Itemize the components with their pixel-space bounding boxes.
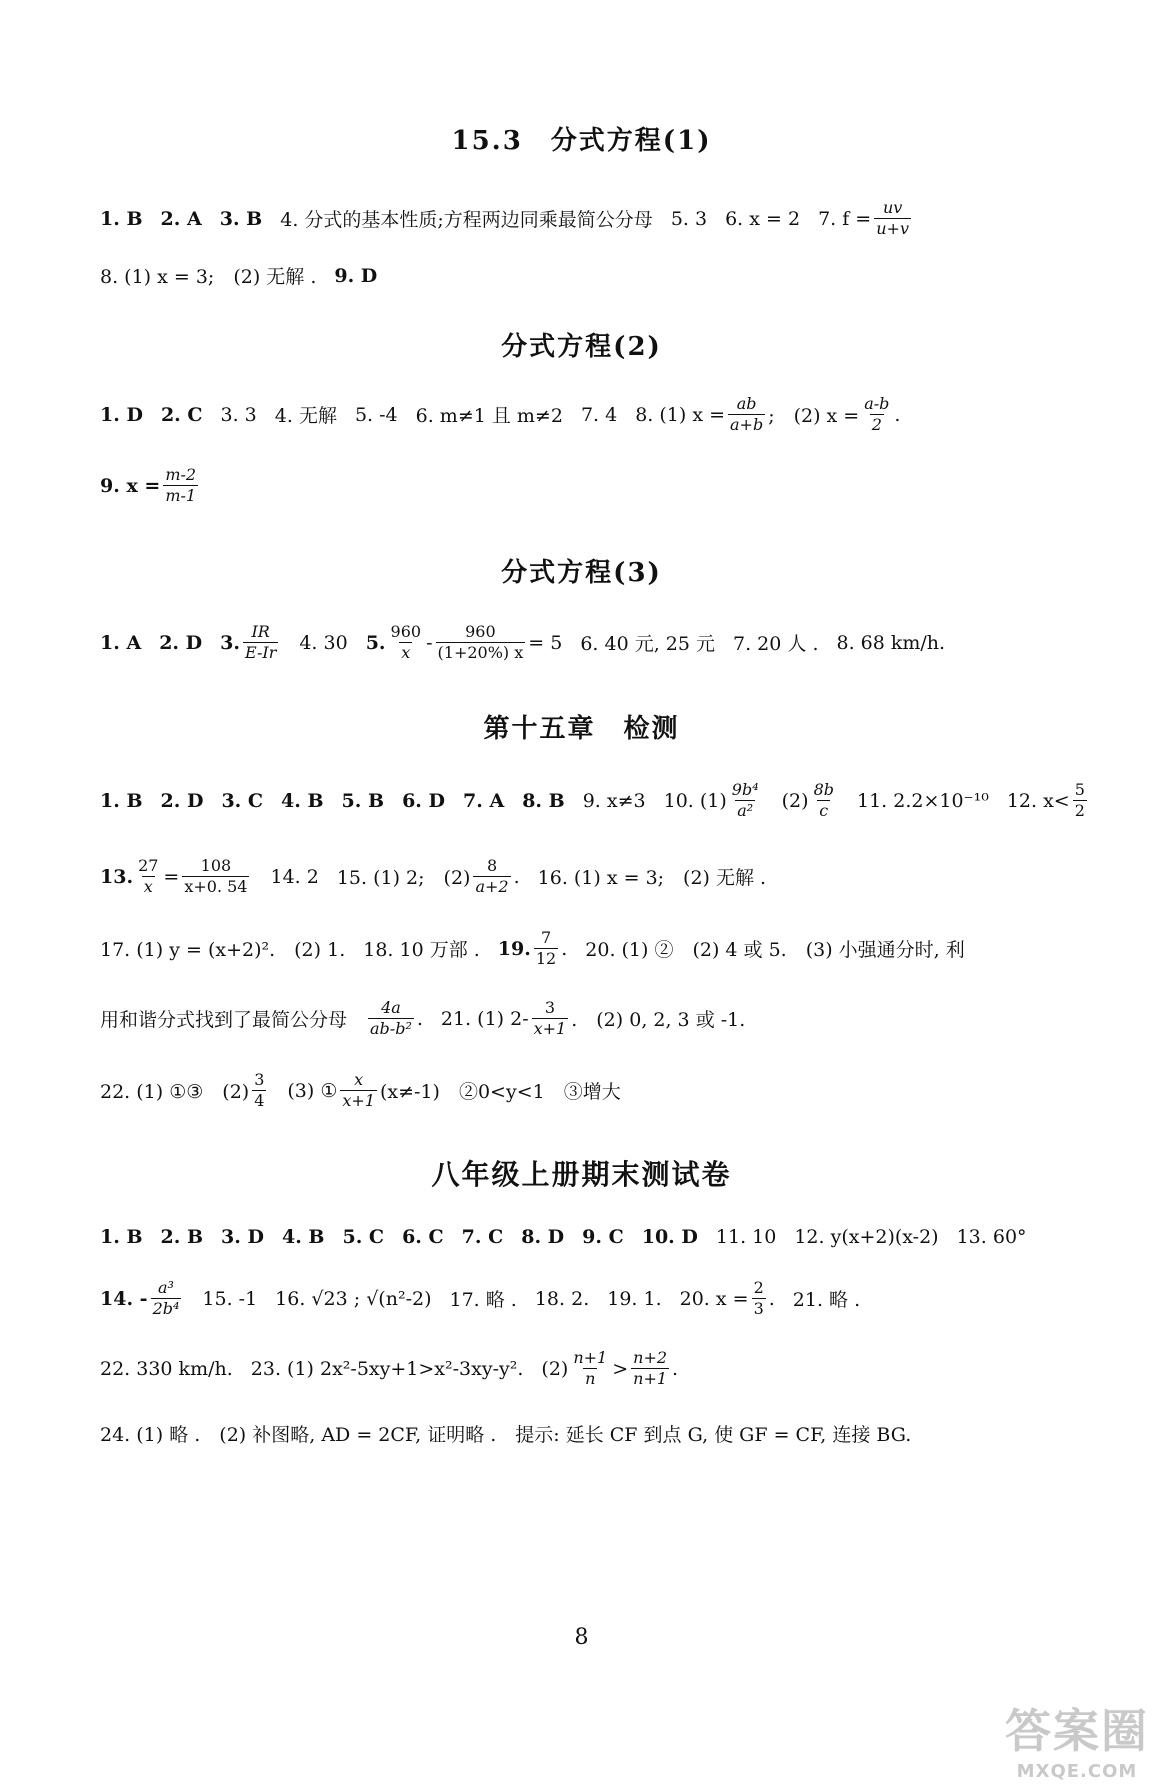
answer-line <box>100 262 377 289</box>
answer-item: 1. B <box>100 1226 143 1248</box>
numerator: 3 <box>254 1070 265 1089</box>
answer-item: 7. 4 <box>580 403 618 426</box>
answer-line <box>100 1070 621 1111</box>
answer-item: . <box>513 865 520 888</box>
answer-item: 19. 1. <box>607 1287 662 1310</box>
denominator: E-Ir <box>244 643 277 662</box>
fraction <box>730 780 761 821</box>
answer-item: 11. 10 <box>715 1226 777 1248</box>
fraction <box>532 998 569 1039</box>
numerator: a-b <box>864 394 890 413</box>
answer-item: 1. A <box>100 631 142 654</box>
answer-line <box>100 780 1090 821</box>
numerator: 108 <box>200 856 232 875</box>
watermark-logo <box>1005 1695 1149 1782</box>
equals-sign: = <box>163 865 180 888</box>
section-title-chapter-15-test: 第十五章 检测 <box>483 714 680 744</box>
answer-item: . <box>416 1007 423 1030</box>
numerator: 960 <box>390 622 422 641</box>
numerator: 960 <box>465 622 496 641</box>
answer-item: 8. (1) x = <box>635 403 725 426</box>
answer-item: ; (2) x = <box>768 405 860 427</box>
answer-line <box>100 465 201 506</box>
fraction <box>534 928 558 969</box>
fraction <box>571 1348 609 1389</box>
denominator: 3 <box>753 1299 764 1318</box>
denominator: n+1 <box>633 1369 668 1388</box>
answer-item: 10. D <box>641 1226 698 1248</box>
denominator: m-1 <box>165 486 197 505</box>
answer-item: . (2) 0, 2, 3 或 -1. <box>571 1009 746 1031</box>
minus-sign: - <box>426 631 433 654</box>
numerator: 8b <box>813 780 834 799</box>
denominator: (1+20%) x <box>437 643 524 662</box>
denominator: a² <box>737 801 754 820</box>
section-title-2: 分式方程(2) <box>501 332 662 362</box>
answer-item: 5. 3 <box>670 207 708 230</box>
denominator: 4 <box>254 1091 265 1110</box>
answer-item: 5. C <box>342 1226 385 1248</box>
greater-than-sign: > <box>612 1357 629 1380</box>
answer-item: 20. x = <box>679 1287 749 1310</box>
answer-item: 3. <box>220 631 240 654</box>
answer-item: 2. A <box>160 207 202 230</box>
fraction <box>163 465 198 506</box>
answer-line <box>100 622 945 663</box>
section-title-final-exam: 八年级上册期末测试卷 <box>431 1158 732 1191</box>
fraction <box>874 198 911 239</box>
numerator: a³ <box>158 1278 174 1297</box>
answer-item: 22. (1) ①③ (2) <box>100 1081 250 1103</box>
answer-item: (3) ① <box>287 1079 338 1102</box>
answer-item: 5. <box>365 631 386 654</box>
denominator: x+0. 54 <box>184 877 248 896</box>
numerator: uv <box>882 198 903 217</box>
answer-item: = 5 <box>528 631 563 654</box>
numerator: IR <box>251 622 270 641</box>
answer-item: 2. B <box>160 1226 204 1248</box>
denominator: 2 <box>871 415 882 434</box>
answer-item: 7. f = <box>818 207 872 230</box>
section-title-15-3: 15.3 分式方程(1) <box>451 126 712 156</box>
answer-item: 1. D <box>100 403 143 426</box>
answer-item: 6. x = 2 <box>725 207 801 230</box>
answer-line <box>100 1420 911 1447</box>
watermark-url: MXQE.COM <box>1016 1761 1138 1782</box>
answer-item: 4. B <box>281 1226 325 1248</box>
answer-item: (x≠-1) ②0<y<1 ③增大 <box>380 1081 621 1103</box>
answer-item: 14. 2 <box>270 865 319 888</box>
denominator: c <box>819 801 829 820</box>
answer-item: 6. 40 元, 25 元 <box>580 633 716 655</box>
fraction <box>436 622 526 663</box>
answer-item: 21. (1) 2- <box>440 1007 529 1030</box>
answer-item: 18. 10 万部 . <box>363 939 480 961</box>
answer-item: . <box>672 1357 679 1380</box>
fraction <box>182 856 249 897</box>
fraction <box>151 1278 182 1319</box>
answer-item: . <box>768 1287 775 1310</box>
denominator: x+1 <box>342 1091 375 1110</box>
fraction <box>252 1070 266 1111</box>
fraction <box>340 1070 377 1111</box>
answer-item: 3. B <box>219 207 263 230</box>
watermark-title: 答案圈 <box>1005 1704 1149 1758</box>
page-number: 8 <box>574 1625 589 1650</box>
denominator: u+v <box>876 219 909 238</box>
fraction <box>631 1348 669 1389</box>
answer-item: 4. 无解 <box>274 405 337 427</box>
answer-item: 19. <box>497 937 531 960</box>
answer-item: 6. D <box>402 789 445 812</box>
answer-item: 8. B <box>522 789 565 812</box>
answer-item: 14. - <box>100 1287 148 1310</box>
answer-item: 9. D <box>334 264 378 287</box>
numerator: 9b⁴ <box>731 780 759 799</box>
answer-item: 11. 2.2×10⁻¹⁰ <box>856 789 989 812</box>
answer-item: 8. 68 km/h. <box>836 631 946 654</box>
answer-item: 12. x< <box>1006 789 1070 812</box>
answer-item: 7. 20 人 . <box>733 633 819 655</box>
answer-item: 6. C <box>402 1226 444 1248</box>
answer-item: 1. B <box>100 207 143 230</box>
answer-item: 6. m≠1 且 m≠2 <box>415 405 563 427</box>
numerator: n+2 <box>633 1348 668 1367</box>
numerator: 2 <box>753 1278 764 1297</box>
answer-item: 15. -1 <box>202 1287 258 1310</box>
answer-item: . <box>561 937 568 960</box>
answer-item: 5. -4 <box>354 403 398 426</box>
numerator: m-2 <box>165 465 197 484</box>
answer-item: 用和谐分式找到了最简公分母 <box>100 1009 348 1031</box>
answer-item: 9. C <box>582 1226 624 1248</box>
answer-line <box>100 1348 678 1389</box>
denominator: ab-b² <box>370 1019 412 1038</box>
fraction <box>389 622 424 663</box>
denominator: x+1 <box>533 1019 567 1038</box>
answer-item: 24. (1) 略 . (2) 补图略, AD = 2CF, 证明略 . 提示: 延长 CF 到点 G, 使 GF = CF, 连接 BG. <box>100 1424 912 1446</box>
fraction <box>1073 780 1087 821</box>
answer-item: 4. B <box>281 789 324 812</box>
numerator: 4a <box>381 998 401 1017</box>
numerator: 5 <box>1074 780 1085 799</box>
answer-line <box>100 856 766 897</box>
answer-item: 8. (1) x = 3; (2) 无解 . <box>100 266 317 288</box>
answer-item: 13. <box>100 865 134 888</box>
denominator: 2 <box>1074 801 1085 820</box>
answer-item: 15. (1) 2; (2) <box>336 867 471 889</box>
answer-line <box>100 928 965 969</box>
answer-item: 16. √23 ; √(n²-2) <box>275 1287 432 1310</box>
answer-item: 7. A <box>463 789 505 812</box>
answer-item: . <box>894 403 901 426</box>
answer-item: 3. C <box>221 789 264 812</box>
answer-item: 3. D <box>221 1226 264 1248</box>
fraction <box>728 394 765 435</box>
answer-line <box>100 1278 860 1319</box>
numerator: 27 <box>138 856 159 875</box>
answer-item: 18. 2. <box>534 1287 590 1310</box>
fraction <box>136 856 160 897</box>
answer-item: 7. C <box>461 1226 504 1248</box>
denominator: x <box>401 643 411 662</box>
answer-item: 4. 30 <box>299 631 348 654</box>
answer-item: 17. (1) y = (x+2)². (2) 1. <box>100 939 346 961</box>
numerator: 7 <box>540 928 552 947</box>
fraction <box>752 1278 766 1319</box>
fraction <box>368 998 414 1039</box>
answer-line <box>100 198 914 239</box>
numerator: n+1 <box>573 1348 608 1367</box>
answer-item: 12. y(x+2)(x-2) <box>794 1226 939 1248</box>
section-title-3: 分式方程(3) <box>501 558 662 588</box>
fraction <box>812 780 836 821</box>
numerator: 8 <box>486 856 498 875</box>
answer-line <box>100 394 900 435</box>
answer-item: 1. B <box>100 789 143 812</box>
denominator: 2b⁴ <box>152 1299 180 1318</box>
answer-item: 20. (1) ② (2) 4 或 5. (3) 小强通分时, 利 <box>585 939 965 961</box>
fraction <box>473 856 510 897</box>
answer-item: 9. x = <box>100 474 161 497</box>
answer-item: 16. (1) x = 3; (2) 无解 . <box>537 867 767 889</box>
numerator: 3 <box>544 998 556 1017</box>
answer-item: 5. B <box>341 789 385 812</box>
denominator: a+b <box>730 415 764 434</box>
answer-item: (2) <box>781 789 809 812</box>
answer-item: 9. x≠3 <box>582 789 646 812</box>
answer-item: 4. 分式的基本性质;方程两边同乘最简公分母 <box>280 209 653 231</box>
answer-item: 3. 3 <box>220 403 257 426</box>
answer-item: 8. D <box>521 1226 565 1248</box>
answer-line <box>100 998 745 1039</box>
numerator: x <box>354 1070 364 1089</box>
answer-item: (2) <box>541 1357 569 1380</box>
answer-item: 10. (1) <box>663 789 727 812</box>
fraction <box>862 394 891 435</box>
answer-item: 23. (1) 2x²-5xy+1>x²-3xy-y². <box>250 1357 524 1380</box>
answer-item: 2. D <box>160 789 204 812</box>
answer-item: 21. 略 . <box>792 1289 861 1311</box>
answer-line <box>100 1226 1027 1248</box>
denominator: 12 <box>535 949 557 968</box>
answer-item: 2. D <box>159 631 203 654</box>
denominator: a+2 <box>475 877 509 896</box>
denominator: n <box>585 1369 596 1388</box>
numerator: ab <box>736 394 757 413</box>
fraction <box>243 622 278 663</box>
answer-item: 22. 330 km/h. <box>100 1357 233 1380</box>
answer-item: 17. 略 . <box>449 1289 517 1311</box>
answer-item: 2. C <box>160 403 203 426</box>
answer-item: 13. 60° <box>956 1226 1027 1248</box>
denominator: x <box>143 877 153 896</box>
